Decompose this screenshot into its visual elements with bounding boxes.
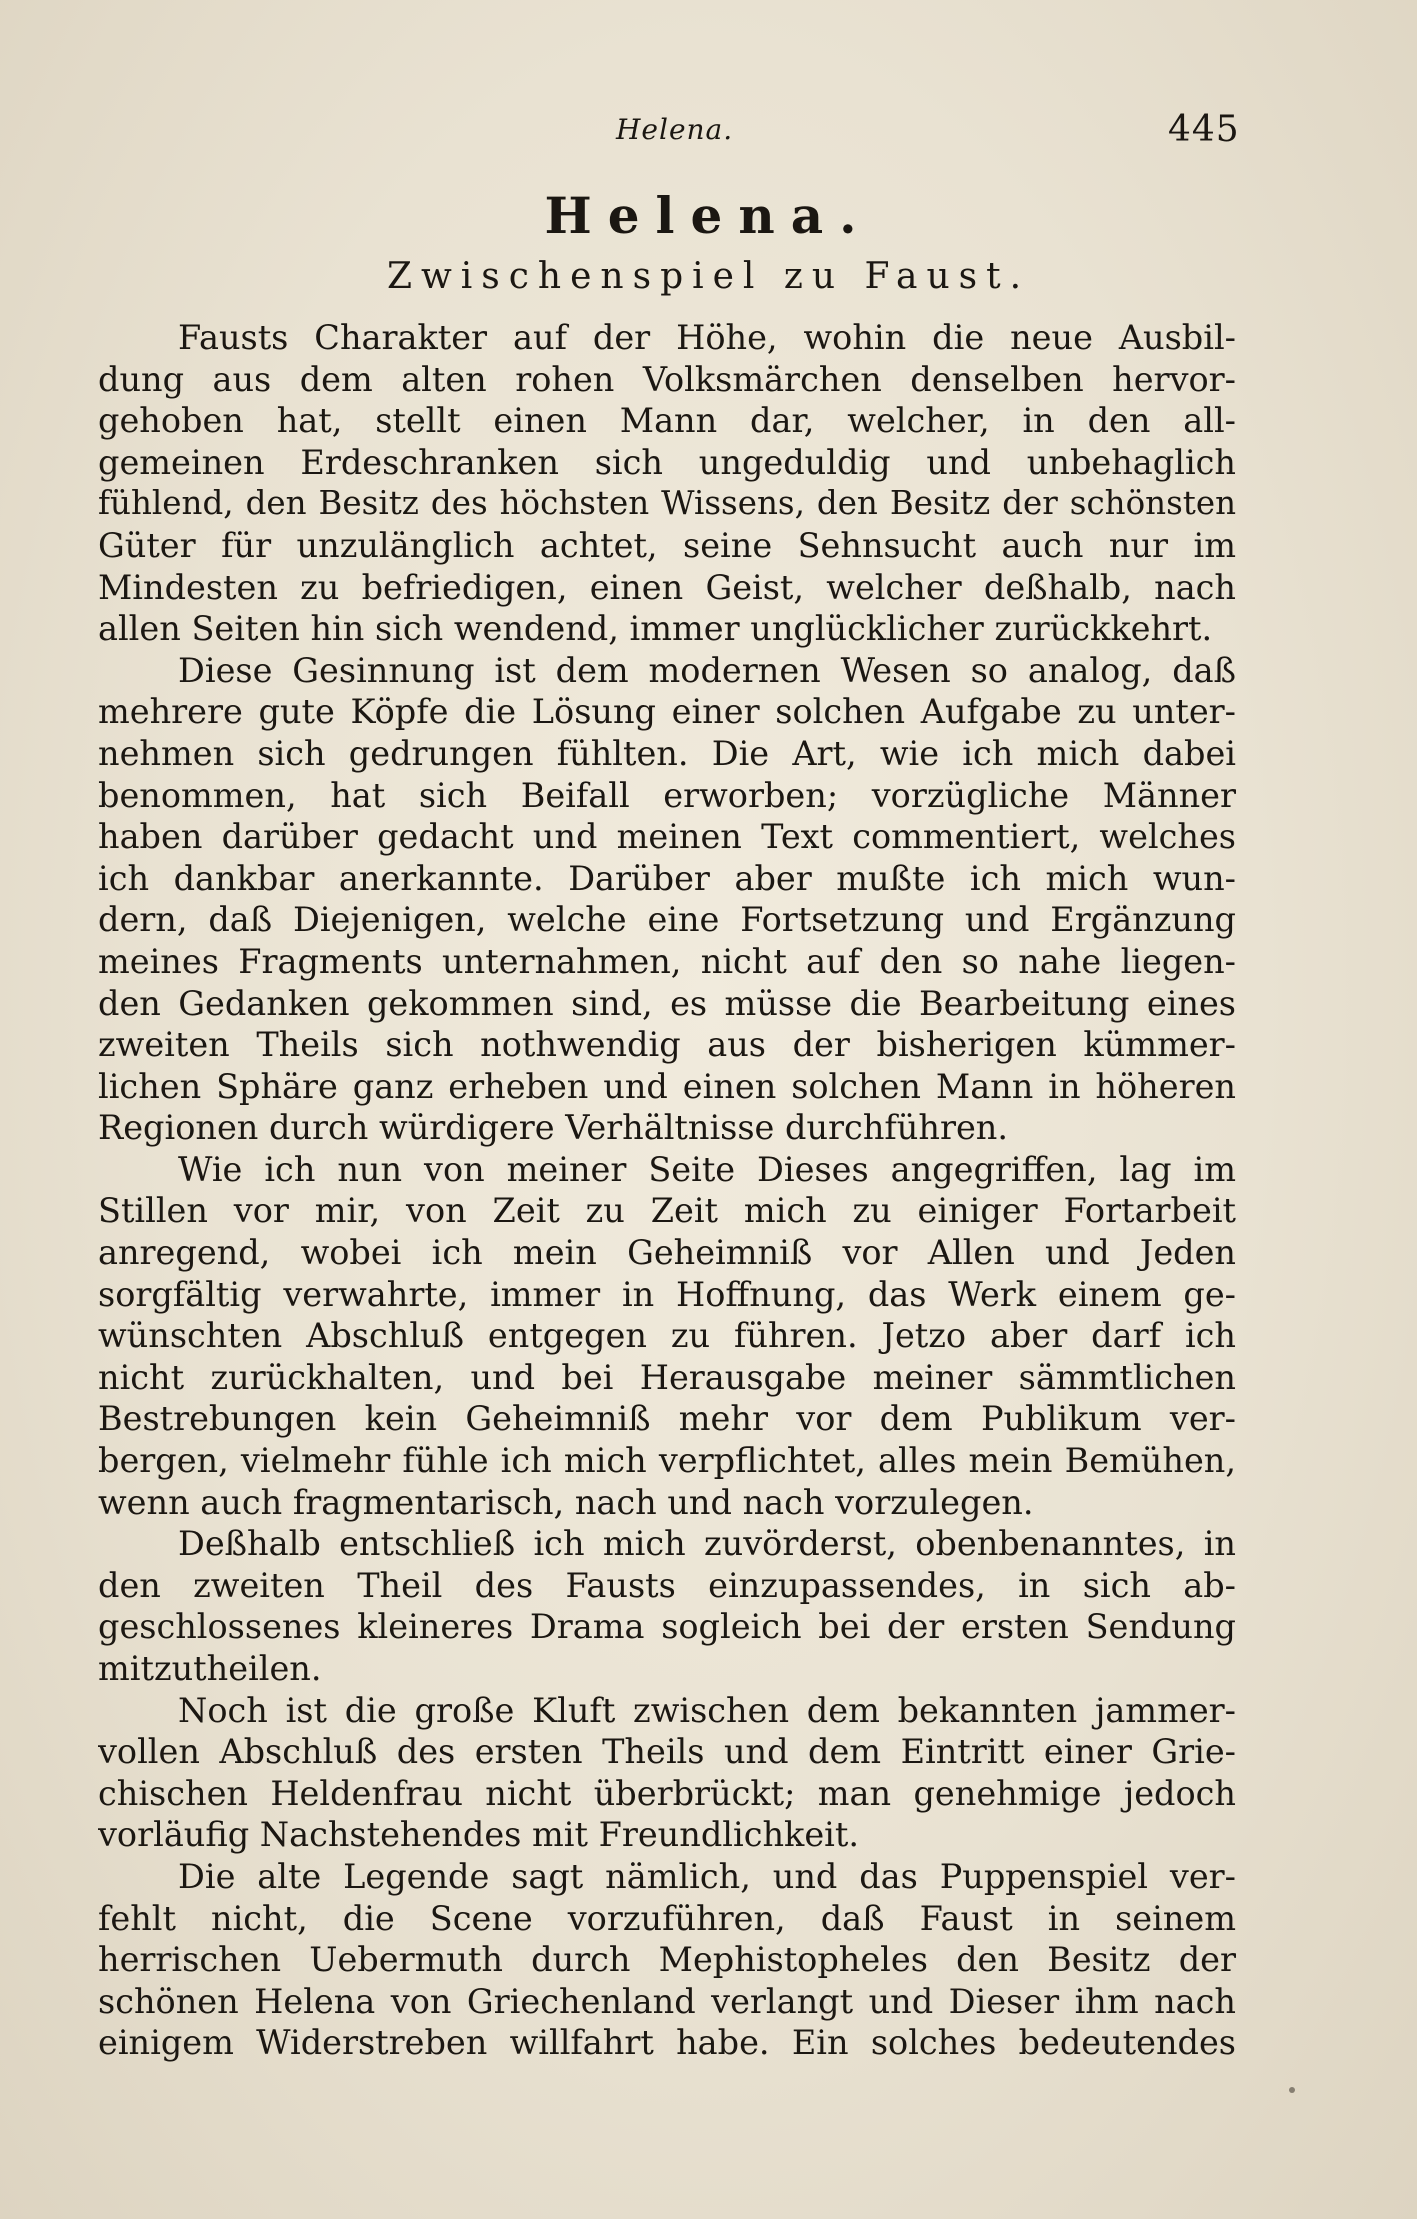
text-line: Diese Gesinnung ist dem modernen Wesen so analog, daß xyxy=(178,650,1236,690)
chapter-title: Helena. xyxy=(544,186,873,245)
text-line: chischen Heldenfrau nicht überbrückt; man genehmige jedoch xyxy=(98,1773,1236,1813)
page-number: 445 xyxy=(1168,109,1240,150)
text-line: Fausts Charakter auf der Höhe, wohin die neue Ausbil- xyxy=(178,318,1236,357)
text-line: bergen, vielmehr fühle ich mich verpflichtet, alles mein Bemühen, xyxy=(98,1441,1236,1481)
text-line: Regionen durch würdigere Verhältnisse durchführen. xyxy=(98,1108,1009,1148)
text-line: geschlossenes kleineres Drama sogleich bei der ersten Sendung xyxy=(98,1607,1236,1647)
text-line: gehoben hat, stellt einen Mann dar, welcher, in den all- xyxy=(98,401,1236,441)
text-line: meines Fragments unternahmen, nicht auf den so nahe liegen- xyxy=(98,941,1236,981)
text-line: den Gedanken gekommen sind, es müsse die Bearbeitung eines xyxy=(98,983,1236,1023)
text-line: lichen Sphäre ganz erheben und einen solchen Mann in höheren xyxy=(98,1066,1236,1106)
text-line: wenn auch fragmentarisch, nach und nach vorzulegen. xyxy=(98,1482,1034,1522)
text-line: Deßhalb entschließ ich mich zuvörderst, obenbenanntes, in xyxy=(178,1524,1236,1564)
text-line: zweiten Theils sich nothwendig aus der bisherigen kümmer- xyxy=(98,1025,1236,1065)
text-line: vorläufig Nachstehendes mit Freundlichkeit. xyxy=(98,1815,859,1855)
text-line: dern, daß Diejenigen, welche eine Fortsetzung und Ergänzung xyxy=(98,900,1236,940)
text-line: dung aus dem alten rohen Volksmärchen denselben hervor- xyxy=(98,359,1236,399)
text-line: Mindesten zu befriedigen, einen Geist, welcher deßhalb, nach xyxy=(98,567,1236,607)
text-line: Noch ist die große Kluft zwischen dem bekannten jammer- xyxy=(178,1690,1236,1730)
text-line: haben darüber gedacht und meinen Text commentiert, welches xyxy=(98,817,1236,857)
text-line: einigem Widerstreben willfahrt habe. Ein solches bedeutendes xyxy=(98,2023,1236,2063)
text-line: sorgfältig verwahrte, immer in Hoffnung, das Werk einem ge- xyxy=(98,1274,1236,1314)
text-line: wünschten Abschluß entgegen zu führen. Jetzo aber darf ich xyxy=(98,1316,1236,1356)
text-line: mehrere gute Köpfe die Lösung einer solchen Aufgabe zu unter- xyxy=(98,692,1236,732)
text-line: herrischen Uebermuth durch Mephistopheles den Besitz der xyxy=(98,1940,1236,1980)
text-line: schönen Helena von Griechenland verlangt und Dieser ihm nach xyxy=(98,1981,1236,2021)
text-line: fühlend, den Besitz des höchsten Wissens, den Besitz der schönsten xyxy=(98,484,1236,523)
paper-speck xyxy=(1289,2087,1295,2093)
running-title: Helena. xyxy=(616,113,734,146)
text-line: Wie ich nun von meiner Seite Dieses angegriffen, lag im xyxy=(178,1149,1236,1189)
text-line: Bestrebungen kein Geheimniß mehr vor dem Publikum ver- xyxy=(98,1399,1236,1439)
text-line: vollen Abschluß des ersten Theils und dem Eintritt einer Grie- xyxy=(98,1732,1236,1772)
text-line: den zweiten Theil des Fausts einzupassendes, in sich ab- xyxy=(98,1565,1236,1605)
text-line: benommen, hat sich Beifall erworben; vorzügliche Männer xyxy=(98,775,1236,815)
text-line: Stillen vor mir, von Zeit zu Zeit mich zu einiger Fortarbeit xyxy=(98,1191,1236,1231)
text-line: ich dankbar anerkannte. Darüber aber mußte ich mich wun- xyxy=(98,858,1236,898)
text-line: nicht zurückhalten, und bei Herausgabe meiner sämmtlichen xyxy=(98,1357,1236,1397)
text-line: Die alte Legende sagt nämlich, und das Puppenspiel ver- xyxy=(178,1856,1236,1896)
text-line: allen Seiten hin sich wendend, immer unglücklicher zurückkehrt. xyxy=(98,609,1213,649)
text-line: nehmen sich gedrungen fühlten. Die Art, wie ich mich dabei xyxy=(98,733,1236,773)
text-line: anregend, wobei ich mein Geheimniß vor Allen und Jeden xyxy=(98,1233,1236,1273)
text-line: fehlt nicht, die Scene vorzuführen, daß Faust in seinem xyxy=(98,1898,1236,1938)
text-line: gemeinen Erdeschranken sich ungeduldig und unbehaglich xyxy=(98,442,1236,482)
running-head xyxy=(0,105,1417,155)
text-line: Güter für unzulänglich achtet, seine Sehnsucht auch nur im xyxy=(98,525,1236,565)
text-line: mitzutheilen. xyxy=(98,1649,322,1688)
body-text xyxy=(98,317,1236,2064)
chapter-subtitle: Zwischenspiel zu Faust. xyxy=(386,256,1031,297)
